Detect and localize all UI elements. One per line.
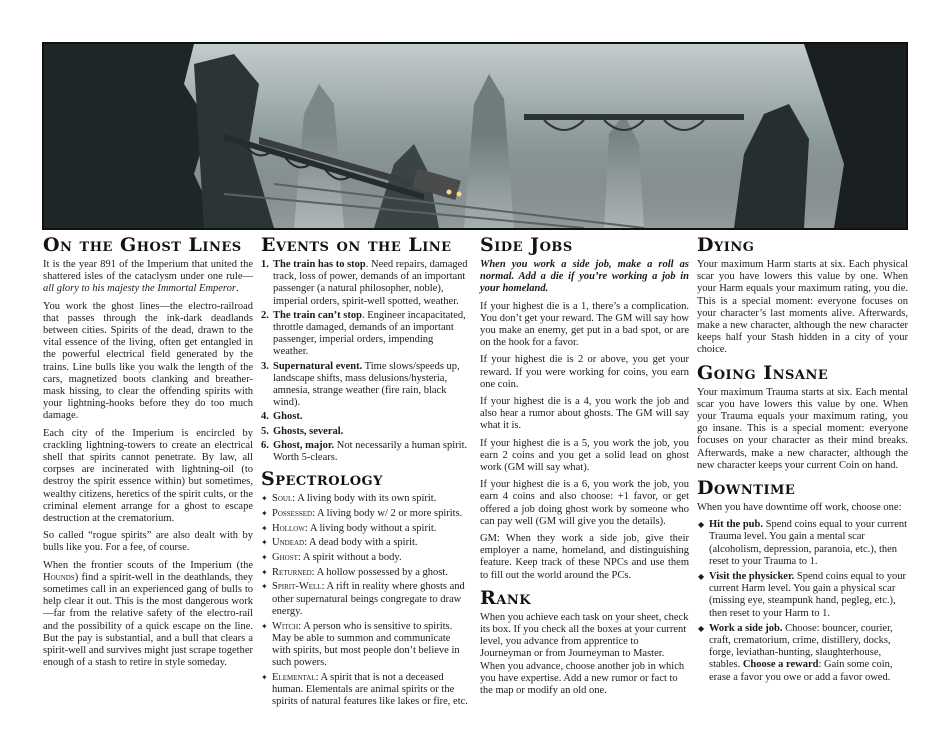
downtime-option-text: Spend coins equal to your current Harm level. You gain a physical scar (missing eye, steampunk hand, pegleg, etc.), then reset to your Harm to 1. bbox=[709, 571, 906, 619]
insane-paragraph: Your maximum Trauma starts at six. Each mental scar you have lowers this value by one. When your Trauma equals your maximum rating, you go insane. This is a special moment: everyone focuses on your character as their mind breaks. Afterwards, make a new character, although the new character keeps your current Coin on hand. bbox=[697, 386, 908, 471]
spec-def: : A person who is sensitive to spirits. May be able to summon and communicate with spirits, but most people don’t believe in such powers. bbox=[272, 620, 460, 669]
spec-def: : A living body w/ 2 or more spirits. bbox=[312, 507, 463, 519]
event-head: Ghost, major. bbox=[273, 439, 335, 451]
spec-term: Soul bbox=[272, 493, 293, 505]
event-item bbox=[261, 361, 470, 410]
spec-term: Undead bbox=[272, 537, 305, 549]
diamond-bullet-icon: ✦ bbox=[261, 553, 268, 563]
dying-paragraph: Your maximum Harm starts at six. Each physical scar you have lowers this value by one. When your Harm equals your maximum rating, you die. This is a special moment: everyone focuses on your character’s last moments alive. Afterwards, make a new character, although the new character keeps half your Stash hidden in a city of your choice. bbox=[697, 259, 908, 356]
heading-dying: Dying bbox=[697, 234, 755, 256]
downtime-option-head: Hit the pub. bbox=[709, 519, 763, 531]
ghost-lines-paragraph: You work the ghost lines—the electro-railroad that passes through the ink-dark deadlands between cities. Spirits of the dead, drawn to the vital essence of the living, often get entangled in the powerful electrical field generated by the trains. Line bulls like you walk the length of the cars, magnetized boots clanking and breather-mask hissing, to clear the offending spirits with your lightning-hooks before they do too much damage. bbox=[43, 300, 253, 422]
diamond-bullet-icon: ✦ bbox=[261, 508, 268, 518]
spectrology-item bbox=[261, 567, 470, 579]
rogue-spirits-paragraph: So called “rogue spirits” are also dealt with by bulls like you. For a fee, of course. bbox=[43, 530, 253, 554]
side-job-roll-1: If your highest die is a 1, there’s a complication. You don’t get your reward. The GM will say how you make an enemy, get put in a bad spot, or are on the hook for a favor. bbox=[480, 300, 689, 349]
side-job-roll-2: If your highest die is 2 or above, you get your reward. If you were working for coins, you earn one coin. bbox=[480, 354, 689, 390]
events-list bbox=[261, 259, 470, 464]
side-jobs-lead: When you work a side job, make a roll as normal. Add a die if you’re working a job in your homeland. bbox=[480, 259, 689, 295]
spectrology-item bbox=[261, 581, 470, 618]
spectrology-item bbox=[261, 672, 470, 709]
downtime-option-text: Choose: bouncer, courier, craft, crematorium, crime, distillery, docks, forge, leviathan-hunting, slaughterhouse, stables. bbox=[709, 622, 893, 671]
spectrology-item bbox=[261, 552, 470, 564]
diamond-bullet-icon: ✦ bbox=[261, 567, 268, 577]
event-head: Supernatural event. bbox=[273, 360, 363, 372]
event-item bbox=[261, 426, 470, 438]
event-number: 2. bbox=[261, 309, 269, 321]
intro-emphasis: all glory to his majesty the Immortal Emperor bbox=[43, 283, 236, 295]
column-dying-downtime bbox=[697, 234, 908, 687]
intro-paragraph bbox=[43, 259, 253, 296]
heading-spectrology: Spectrology bbox=[261, 468, 383, 491]
spec-def: : A spirit without a body. bbox=[297, 552, 402, 564]
spec-def: : A dead body with a spirit. bbox=[304, 537, 418, 549]
spec-term: Elemental bbox=[272, 671, 316, 683]
event-item bbox=[261, 440, 470, 464]
heading-on-the-ghost-lines: On the Ghost Lines bbox=[43, 234, 242, 256]
column-ghost-lines bbox=[43, 234, 253, 675]
event-text: Time slows/speeds up, landscape shifts, mass delusions/hysteria, amnesia, strange weather (fire rain, black wind). bbox=[273, 360, 460, 409]
downtime-option bbox=[697, 571, 908, 620]
event-item bbox=[261, 259, 470, 308]
downtime-option bbox=[697, 623, 908, 684]
spec-def: : A hollow possessed by a ghost. bbox=[311, 566, 448, 578]
diamond-bullet-icon: ✦ bbox=[261, 494, 268, 504]
downtime-reward-text: : Gain some coin, erase a favor you owe or add a favor owed. bbox=[709, 659, 893, 683]
spec-term: Ghost bbox=[272, 552, 298, 564]
diamond-bullet-icon: ✦ bbox=[261, 582, 268, 592]
spectrology-item bbox=[261, 523, 470, 535]
spectrology-list bbox=[261, 493, 470, 708]
event-head: Ghosts, several. bbox=[273, 425, 344, 437]
event-item bbox=[261, 310, 470, 359]
downtime-option-head: Visit the physicker. bbox=[709, 571, 795, 583]
spec-term: Spirit-Well bbox=[272, 581, 322, 593]
diamond-bullet-icon: ✦ bbox=[261, 523, 268, 533]
heading-going-insane: Going Insane bbox=[697, 361, 829, 384]
spirit-well-text-a: When the frontier scouts of the Imperium (the bbox=[43, 559, 253, 571]
event-number: 1. bbox=[261, 259, 269, 270]
intro-text: It is the year 891 of the Imperium that united the shattered isles of the cataclysm under one rule— bbox=[43, 259, 253, 283]
event-text: . Engineer incapacitated, throttle damaged, demands of an important passenger, imperial orders, impending weather. bbox=[273, 309, 466, 358]
downtime-option-text: Spend coins equal to your current Trauma level. You gain a mental scar (alcoholism, depression, paranoia, etc.), then reset to your Trauma to 1. bbox=[709, 519, 908, 567]
event-number: 3. bbox=[261, 360, 269, 372]
event-item bbox=[261, 411, 470, 423]
diamond-bullet-icon: ◆ bbox=[698, 623, 705, 633]
spec-term: Possessed bbox=[272, 507, 313, 519]
rank-paragraph: When you achieve each task on your sheet, check its box. If you check all the boxes at your current level, you advance from apprentice to Journeyman or from Journeyman to Master. When you advance, choose another job in which you have expertise. Add a new rumor or fact to the map or modify an old one. bbox=[480, 611, 689, 697]
banner-illustration bbox=[42, 42, 908, 230]
spec-def: : A spirit that is not a deceased human. Elementals are animal spirits or the spirits of natural features like lakes or fire, etc. bbox=[272, 671, 468, 708]
intro-end: . bbox=[235, 283, 239, 295]
heading-events-on-the-line: Events on the Line bbox=[261, 234, 452, 256]
event-text: Not necessarily a human spirit. Worth 5-clears. bbox=[273, 439, 468, 464]
diamond-bullet-icon: ✦ bbox=[261, 621, 268, 631]
spec-def: : A living body without a spirit. bbox=[304, 522, 437, 534]
event-head: Ghost. bbox=[273, 411, 303, 423]
spec-def: : A rift in reality where ghosts and other supernatural beings congregate to draw energy. bbox=[272, 581, 465, 617]
column-events bbox=[261, 234, 470, 711]
spec-def: : A living body with its own spirit. bbox=[292, 493, 437, 505]
diamond-bullet-icon: ◆ bbox=[698, 572, 705, 582]
spec-term: Hollow bbox=[272, 522, 305, 534]
spectrology-item bbox=[261, 493, 470, 505]
hounds-term: Hounds bbox=[43, 571, 75, 583]
spectrology-item bbox=[261, 537, 470, 549]
column-side-jobs bbox=[480, 234, 689, 702]
spec-term: Returned bbox=[272, 566, 312, 578]
event-head: The train can’t stop bbox=[273, 309, 362, 321]
diamond-bullet-icon: ◆ bbox=[698, 520, 705, 530]
diamond-bullet-icon: ✦ bbox=[261, 672, 268, 682]
cities-paragraph: Each city of the Imperium is encircled by crackling lightning-towers to create an electrical shell that spirits cannot penetrate. By law, all corpses are incinerated with lightning-oil (to destroy the spirit essence within) but sometimes, wealthy citizens, heretics of the spirit cults, or the criminal element arrange for a ghost to escape destruction at the crematorium. bbox=[43, 427, 253, 525]
side-job-gm-note: GM: When they work a side job, give their employer a name, homeland, and distinguishing feature. Keep track of these NPCs and use them to fill out the world around the PCs. bbox=[480, 533, 689, 581]
event-number: 4. bbox=[261, 411, 269, 423]
spec-term: Witch bbox=[272, 620, 299, 632]
event-number: 5. bbox=[261, 425, 269, 437]
downtime-intro: When you have downtime off work, choose one: bbox=[697, 502, 902, 514]
downtime-list bbox=[697, 519, 908, 684]
side-job-roll-6: If your highest die is a 6, you work the job, you earn 4 coins and also choose: +1 favor, or get offered a job doing ghost work by someone who can pay well (GM will give you the details). bbox=[480, 479, 689, 527]
side-job-roll-5: If your highest die is a 5, you work the job, you earn 2 coins and you get a solid lead on ghost work (GM will say what). bbox=[480, 437, 689, 474]
side-job-roll-4: If your highest die is a 4, you work the job and also hear a rumor about ghosts. The GM will say what it is. bbox=[480, 396, 689, 432]
heading-downtime: Downtime bbox=[697, 477, 796, 500]
spirit-well-paragraph bbox=[43, 560, 253, 670]
event-number: 6. bbox=[261, 439, 269, 451]
spectrology-item bbox=[261, 508, 470, 520]
heading-side-jobs: Side Jobs bbox=[480, 234, 573, 256]
downtime-option-head: Work a side job. bbox=[709, 622, 783, 634]
downtime-option bbox=[697, 519, 908, 568]
ghost-train-landscape bbox=[44, 44, 906, 228]
event-head: The train has to stop bbox=[273, 259, 366, 270]
heading-rank: Rank bbox=[480, 586, 532, 609]
spirit-well-text-b: ) find a spirit-well in the deathlands, they sometimes call in an experienced gang of bulls to help clear it out. This is the most dangerous work—far from the relative safety of the electro-rail and the possibility of a quick escape on the line. But the pay is substantial, and a bull that clears a spirit-well and survives might just scrape together enough of a stash to retire in style someday. bbox=[43, 571, 253, 669]
event-text: . Need repairs, damaged track, loss of power, demands of an important passenger (a natural philosopher, noble), imperial orders, spirit-well spotted, weather. bbox=[273, 259, 468, 307]
diamond-bullet-icon: ✦ bbox=[261, 538, 268, 548]
spectrology-item bbox=[261, 621, 470, 670]
downtime-reward-head: Choose a reward bbox=[742, 659, 819, 671]
